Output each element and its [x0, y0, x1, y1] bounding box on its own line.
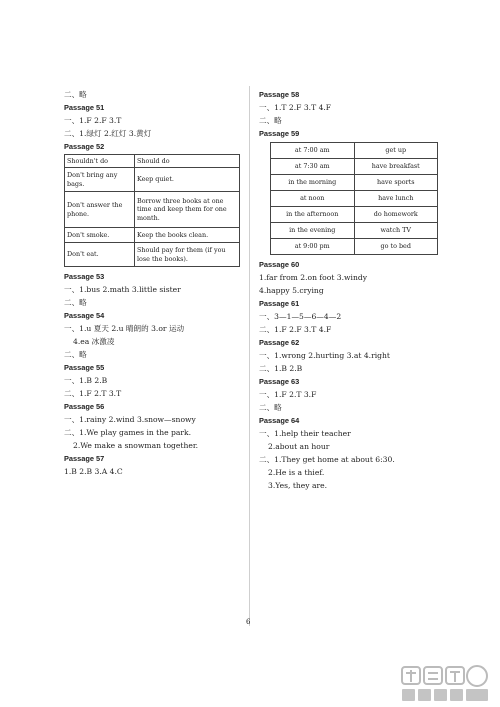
- passage-heading: Passage 61: [259, 299, 300, 308]
- table-row: [65, 168, 240, 192]
- answer-column-left: [64, 88, 240, 478]
- answer-line: 1.far from 2.on foot 3.windy: [259, 273, 368, 282]
- shouldnt-do-cell: [65, 168, 135, 192]
- passage-heading: Passage 58: [259, 90, 300, 99]
- activity-cell: get up: [354, 143, 438, 159]
- answer-line: 一、1.wrong 2.hurting 3.at 4.right: [259, 351, 390, 360]
- answer-line: 二、1.F 2.F 3.T 4.F: [259, 325, 332, 334]
- passage-heading: Passage 53: [64, 272, 105, 281]
- table-row: [271, 143, 438, 159]
- cell-line: Don't bring any bags.: [67, 170, 118, 188]
- cell-line: lose the books).: [137, 254, 188, 263]
- answer-line: 二、略: [64, 90, 87, 99]
- activity-cell: have breakfast: [354, 159, 438, 175]
- activity-cell: go to bed: [354, 239, 438, 255]
- should-do-cell: [135, 192, 240, 228]
- passage-heading: Passage 52: [64, 142, 105, 151]
- cell-line: Don't eat.: [67, 250, 99, 259]
- answer-line: 二、略: [259, 116, 282, 125]
- time-cell: in the morning: [271, 175, 355, 191]
- answer-line: 一、1.u 夏天 2.u 晴朗的 3.or 运动: [64, 324, 185, 333]
- time-cell: in the afternoon: [271, 207, 355, 223]
- answer-line: 一、1.rainy 2.wind 3.snow—snowy: [64, 415, 196, 424]
- answer-line: 2.We make a snowman together.: [73, 441, 199, 450]
- passage-heading: Passage 51: [64, 103, 105, 112]
- should-do-cell: [135, 168, 240, 192]
- answer-line: 2.He is a thief.: [268, 468, 325, 477]
- time-cell: at 7:30 am: [271, 159, 355, 175]
- watermark-logo: [398, 664, 492, 704]
- should-do-cell: [135, 243, 240, 267]
- daily-schedule-table: [270, 142, 438, 255]
- cell-line: Should pay for them (if you: [137, 245, 226, 254]
- activity-cell: have lunch: [354, 191, 438, 207]
- passage-heading: Passage 56: [64, 402, 105, 411]
- should-do-cell: [135, 155, 240, 168]
- passage-heading: Passage 62: [259, 338, 300, 347]
- answer-line: 二、1.They get home at about 6:30.: [259, 455, 395, 464]
- passage-heading: Passage 54: [64, 311, 105, 320]
- time-cell: at 9:00 pm: [271, 239, 355, 255]
- table-row: [271, 159, 438, 175]
- answer-line: 4.happy 5.crying: [259, 286, 324, 295]
- answer-line: 二、1.绿灯 2.红灯 3.黄灯: [64, 129, 152, 138]
- answer-line: 一、1.F 2.T 3.F: [259, 390, 317, 399]
- table-row: [65, 228, 240, 243]
- answer-line: 一、1.bus 2.math 3.little sister: [64, 285, 181, 294]
- answer-line: 2.about an hour: [268, 442, 330, 451]
- column-divider: [249, 86, 250, 626]
- passage-heading: Passage 64: [259, 416, 300, 425]
- passage-heading: Passage 55: [64, 363, 105, 372]
- cell-line: Keep the books clean.: [137, 230, 209, 239]
- table-row: [271, 239, 438, 255]
- table-row: [271, 175, 438, 191]
- cell-line: Should do: [137, 156, 170, 165]
- passage-heading: Passage 59: [259, 129, 300, 138]
- answer-line: 二、1.F 2.T 3.T: [64, 389, 122, 398]
- cell-line: Borrow three books at one: [137, 196, 224, 205]
- cell-line: Don't answer the: [67, 200, 123, 209]
- answer-line: 1.B 2.B 3.A 4.C: [64, 467, 123, 476]
- shouldnt-do-cell: [65, 228, 135, 243]
- answer-line: 二、1.B 2.B: [259, 364, 303, 373]
- table-row: [65, 192, 240, 228]
- time-cell: at noon: [271, 191, 355, 207]
- table-row: [271, 191, 438, 207]
- shouldnt-do-cell: [65, 192, 135, 228]
- answer-line: 二、1.We play games in the park.: [64, 428, 192, 437]
- answer-column-right: [259, 88, 441, 492]
- table-row: [65, 155, 240, 168]
- passage-heading: Passage 60: [259, 260, 300, 269]
- shouldnt-do-cell: [65, 243, 135, 267]
- passage-heading: Passage 63: [259, 377, 300, 386]
- answer-line: 一、1.F 2.F 3.T: [64, 116, 122, 125]
- answer-line: 一、3—1—5—6—4—2: [259, 312, 342, 321]
- cell-line: Don't smoke.: [67, 230, 110, 239]
- table-row: [65, 243, 240, 267]
- should-do-cell: [135, 228, 240, 243]
- cell-line: phone.: [67, 209, 89, 218]
- rules-table: [64, 154, 240, 267]
- cell-line: Keep quiet.: [137, 175, 174, 184]
- answer-line: 一、1.T 2.F 3.T 4.F: [259, 103, 332, 112]
- shouldnt-do-cell: [65, 155, 135, 168]
- cell-line: time and keep them for one: [137, 205, 227, 214]
- answer-line: 3.Yes, they are.: [268, 481, 328, 490]
- answer-line: 二、略: [259, 403, 282, 412]
- cell-line: Shouldn't do: [67, 156, 109, 165]
- activity-cell: do homework: [354, 207, 438, 223]
- answer-line: 4.ea 冰激凌: [73, 337, 115, 346]
- answer-line: 二、略: [64, 298, 87, 307]
- answer-line: 二、略: [64, 350, 87, 359]
- time-cell: at 7:00 am: [271, 143, 355, 159]
- time-cell: in the evening: [271, 223, 355, 239]
- passage-heading: Passage 57: [64, 454, 105, 463]
- answer-line: 一、1.B 2.B: [64, 376, 108, 385]
- table-row: [271, 223, 438, 239]
- page-number: 6: [246, 618, 251, 626]
- activity-cell: watch TV: [354, 223, 438, 239]
- activity-cell: have sports: [354, 175, 438, 191]
- cell-line: month.: [137, 213, 160, 222]
- table-row: [271, 207, 438, 223]
- answer-line: 一、1.help their teacher: [259, 429, 351, 438]
